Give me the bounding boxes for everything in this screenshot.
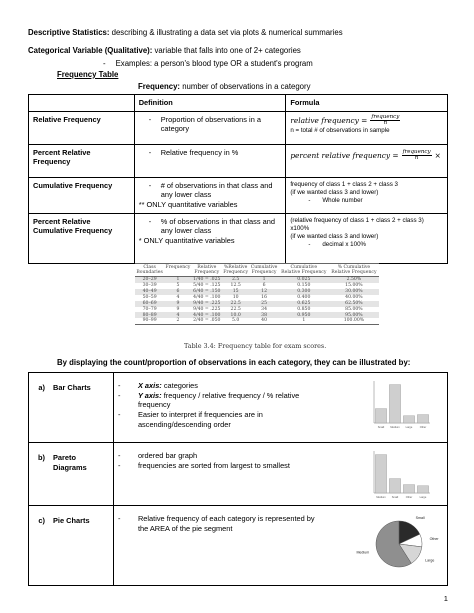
table-row bbox=[29, 373, 448, 443]
pie-label: Large bbox=[425, 558, 435, 563]
chart-name: Pareto Diagrams bbox=[53, 453, 87, 472]
chart-bullet: - ordered bar graph bbox=[117, 451, 198, 460]
definition-table bbox=[28, 94, 448, 264]
page-number: 1 bbox=[443, 594, 448, 603]
frequency-term: Frequency: bbox=[138, 82, 181, 91]
definition-cell: - Proportion of observations in a category bbox=[134, 111, 286, 144]
table-row bbox=[29, 506, 448, 586]
example-text: Examples: a person's blood type OR a student's program bbox=[115, 59, 313, 68]
bar bbox=[417, 486, 428, 493]
exam-cell: 1 bbox=[302, 318, 306, 324]
x-tick-label: Medium bbox=[376, 496, 386, 499]
exam-cell: 6 bbox=[164, 289, 191, 295]
chart-bullet: - Y axis: frequency / relative frequency / % relative frequency bbox=[117, 390, 300, 410]
fraction-denominator: n bbox=[414, 155, 419, 162]
term-cell: Percent Relative Cumulative Frequency bbox=[29, 213, 135, 263]
exam-header-cell: Cumulative Relative Frequency bbox=[281, 264, 327, 276]
bar-chart-thumbnail bbox=[364, 377, 434, 433]
exam-cell: 25 bbox=[249, 301, 278, 307]
header-cell-empty bbox=[29, 95, 135, 112]
formula-fraction bbox=[402, 150, 432, 163]
fraction-numerator: frequency bbox=[371, 113, 400, 120]
exam-cell: 2.5 bbox=[222, 277, 249, 283]
exam-body bbox=[135, 277, 379, 325]
exam-cell: 6/40 = .150 bbox=[193, 289, 221, 295]
bar bbox=[417, 415, 428, 423]
exam-cell: 50–59 bbox=[142, 294, 157, 300]
exam-cell: 1 bbox=[249, 277, 278, 283]
chart-description bbox=[118, 514, 323, 533]
exam-cell: 22.5 bbox=[222, 301, 249, 307]
categorical-definition bbox=[28, 46, 301, 56]
formula-cell bbox=[286, 111, 448, 144]
formula-lhs: percent relative frequency = bbox=[290, 151, 399, 161]
table-row bbox=[29, 144, 448, 177]
bar bbox=[403, 416, 414, 423]
table-row bbox=[29, 111, 448, 144]
definition-text: Relative frequency in % bbox=[160, 147, 239, 157]
exam-cell: 60–69 bbox=[135, 301, 164, 307]
exam-cell: 62.50% bbox=[329, 301, 379, 307]
formula-lhs: relative frequency = bbox=[290, 116, 368, 126]
definition-text: # of observations in that class and any lower class bbox=[160, 180, 273, 200]
exam-cell: 4 bbox=[164, 312, 191, 318]
frequency-table-title: Frequency Table bbox=[57, 70, 119, 79]
bar bbox=[389, 479, 400, 493]
formula-cell: frequency of class 1 + class 2 + class 3 (if we wanted class 3 and lower) - Whole number bbox=[286, 177, 448, 213]
formula-line: (if we wanted class 3 and lower) bbox=[290, 232, 379, 240]
chart-bullet: - frequencies are sorted from largest to smallest bbox=[117, 460, 290, 470]
categorical-text: variable that falls into one of 2+ categories bbox=[152, 46, 301, 55]
exam-cell: 4 bbox=[176, 294, 180, 300]
exam-cell: 22.5 bbox=[230, 306, 241, 312]
exam-header-cell: Class Boundaries bbox=[136, 264, 163, 276]
chart-bullet: - X axis: categories bbox=[117, 381, 198, 390]
chart-name: Pie Charts bbox=[53, 516, 90, 525]
exam-cell: 30.00% bbox=[329, 289, 379, 295]
exam-cell: 0.400 bbox=[297, 294, 311, 300]
exam-cell: 0.625 bbox=[279, 301, 329, 307]
table-row bbox=[29, 443, 448, 506]
chart-bullet: - Easier to interpret if frequencies are in ascending/descending order bbox=[117, 409, 263, 429]
bar bbox=[389, 385, 400, 423]
pie-chart-thumbnail bbox=[356, 512, 439, 578]
chart-desc-cell bbox=[113, 506, 447, 586]
term-cell: Percent Relative Frequency bbox=[29, 144, 135, 177]
definition-note: * ONLY quantitative variables bbox=[138, 235, 235, 245]
term-cell: Relative Frequency bbox=[29, 111, 135, 144]
x-tick-label: Small bbox=[391, 496, 399, 499]
chart-type-cell bbox=[29, 373, 114, 443]
frequency-definition bbox=[138, 82, 311, 92]
exam-cell: 2 bbox=[176, 318, 180, 324]
exam-cell: 1 bbox=[164, 277, 191, 283]
exam-row bbox=[135, 318, 379, 324]
exam-cell: 12 bbox=[249, 289, 278, 295]
exam-cell: 30–39 bbox=[142, 283, 157, 289]
formula-subnote: Whole number bbox=[322, 196, 363, 204]
bar bbox=[375, 455, 386, 493]
table-row bbox=[29, 213, 448, 263]
formula-subnote: decimal x 100% bbox=[322, 240, 367, 248]
chart-desc-cell bbox=[113, 443, 447, 506]
formula-cell bbox=[286, 144, 448, 177]
pareto-chart-thumbnail bbox=[364, 447, 434, 503]
exam-cell: 9/40 = .225 bbox=[193, 306, 221, 312]
exam-cell: 0.025 bbox=[279, 277, 329, 283]
exam-cell: 20–29 bbox=[135, 277, 164, 283]
chart-bullet: - Relative frequency of each category is represented by the AREA of the pie segment bbox=[117, 514, 315, 533]
x-tick-label: Small bbox=[377, 426, 385, 429]
x-tick-label: Medium bbox=[390, 426, 400, 429]
term-cell: Cumulative Frequency bbox=[29, 177, 135, 213]
pie-label: Other bbox=[429, 537, 439, 542]
frequency-text: number of observations in a category bbox=[180, 82, 311, 91]
example-dash: - bbox=[103, 59, 106, 68]
exam-header-cell: % Cumulative Relative Frequency bbox=[331, 264, 377, 276]
exam-cell: 15.00% bbox=[345, 283, 363, 289]
exam-header-cell: Cumulative Frequency bbox=[250, 264, 278, 276]
exam-cell: 85.00% bbox=[345, 306, 363, 312]
pie-label: Small bbox=[415, 515, 425, 520]
example-line bbox=[103, 59, 313, 69]
exam-cell: 1/40 = .025 bbox=[193, 277, 221, 283]
chart-letter: c) bbox=[38, 516, 45, 525]
exam-cell: 6 bbox=[262, 283, 266, 289]
x-tick-label: Other bbox=[419, 426, 427, 429]
chart-types-table bbox=[28, 372, 448, 586]
exam-cell: 5 bbox=[176, 283, 180, 289]
exam-cell: 100.00% bbox=[343, 318, 365, 324]
exam-cell: 0.850 bbox=[297, 306, 311, 312]
exam-frequency-table-figure bbox=[135, 263, 379, 325]
exam-cell: 90–99 bbox=[142, 318, 157, 324]
formula-line: (if we wanted class 3 and lower) bbox=[290, 188, 379, 196]
exam-cell: 38 bbox=[249, 312, 278, 318]
exam-cell: 16 bbox=[261, 294, 267, 300]
heading-bold: Descriptive Statistics: bbox=[28, 28, 110, 37]
exam-cell: 80–89 bbox=[135, 312, 164, 318]
definition-text: Proportion of observations in a category bbox=[160, 114, 261, 134]
fraction-denominator: n bbox=[383, 120, 388, 127]
formula-line: (relative frequency of class 1 + class 2 + class 3) bbox=[290, 216, 424, 224]
formula bbox=[290, 115, 443, 128]
exam-cell: 9 bbox=[164, 301, 191, 307]
definition-text: % of observations in that class and any lower class bbox=[160, 216, 275, 236]
formula-line: frequency of class 1 + class 2 + class 3 bbox=[290, 180, 398, 188]
exam-cell: 40–49 bbox=[135, 289, 164, 295]
exam-cell: 4/40 = .100 bbox=[193, 294, 221, 300]
formula bbox=[290, 150, 443, 163]
chart-type-cell bbox=[29, 443, 114, 506]
chart-description bbox=[118, 451, 323, 470]
exam-cell: 2/40 = .050 bbox=[193, 318, 221, 324]
exam-cell: 9 bbox=[176, 306, 180, 312]
formula-times: × bbox=[434, 151, 441, 161]
formula-note: n = total # of observations in sample bbox=[290, 127, 390, 135]
fraction-numerator: frequency bbox=[402, 148, 431, 155]
exam-header-cell: Frequency bbox=[165, 264, 191, 270]
exam-cell: 34 bbox=[261, 306, 267, 312]
exam-cell: 10 bbox=[232, 294, 239, 300]
exam-cell: 4/40 = .100 bbox=[193, 312, 221, 318]
exam-cell: 12.5 bbox=[230, 283, 241, 289]
definition-note: ** ONLY quantitative variables bbox=[138, 199, 238, 209]
table-row bbox=[29, 177, 448, 213]
exam-cell: 9/40 = .225 bbox=[193, 300, 221, 306]
bar bbox=[375, 409, 386, 423]
pie-label: Medium bbox=[356, 550, 370, 555]
formula-fraction bbox=[370, 115, 400, 128]
heading-rest: describing & illustrating a data set via plots & numerical summaries bbox=[109, 28, 343, 37]
chart-name: Bar Charts bbox=[53, 383, 91, 392]
exam-cell: 0.150 bbox=[297, 283, 311, 289]
chart-type-cell bbox=[29, 506, 114, 586]
formula-line: x100% bbox=[290, 224, 310, 232]
chart-description bbox=[118, 381, 323, 429]
chart-letter: b) bbox=[38, 453, 45, 462]
exam-cell: 40 bbox=[261, 318, 267, 324]
exam-cell: 5/40 = .125 bbox=[193, 283, 221, 289]
exam-cell: 0.950 bbox=[279, 312, 329, 318]
exam-cell: 10.0 bbox=[222, 312, 249, 318]
header-cell-formula: Formula bbox=[286, 95, 448, 112]
exam-cell: 5.0 bbox=[231, 318, 240, 324]
definition-cell: - % of observations in that class and any lower class * ONLY quantitative variables bbox=[134, 213, 286, 263]
exam-cell: 95.00% bbox=[329, 312, 379, 318]
exam-cell: 15 bbox=[222, 289, 249, 295]
definition-cell: - Relative frequency in % bbox=[134, 144, 286, 177]
exam-header-row bbox=[135, 264, 379, 277]
exam-cell: 70–79 bbox=[142, 306, 157, 312]
formula-cell: (relative frequency of class 1 + class 2 + class 3) x100% (if we wanted class 3 and lower) - decimal x 100% bbox=[286, 213, 448, 263]
categorical-term: Categorical Variable (Qualitative): bbox=[28, 46, 153, 55]
display-intro: By displaying the count/proportion of observations in each category, they can be illustrated by: bbox=[57, 358, 411, 367]
exam-frequency-table bbox=[135, 263, 379, 325]
exam-table-caption: Table 3.4: Frequency table for exam scores. bbox=[184, 342, 327, 350]
exam-cell: 40.00% bbox=[345, 294, 363, 300]
exam-header-cell: Relative Frequency bbox=[194, 264, 220, 276]
x-tick-label: Other bbox=[405, 496, 413, 499]
definition-cell: - # of observations in that class and any lower class ** ONLY quantitative variables bbox=[134, 177, 286, 213]
exam-header-cell: %Relative Frequency bbox=[223, 264, 249, 276]
exam-cell: 0.300 bbox=[279, 289, 329, 295]
x-tick-label: Large bbox=[405, 426, 413, 429]
bar bbox=[403, 485, 414, 493]
chart-desc-cell bbox=[113, 373, 447, 443]
x-tick-label: Large bbox=[419, 496, 427, 499]
page-heading bbox=[28, 28, 343, 38]
chart-letter: a) bbox=[38, 383, 45, 392]
header-cell-definition: Definition bbox=[134, 95, 286, 112]
exam-cell: 2.50% bbox=[329, 277, 379, 283]
